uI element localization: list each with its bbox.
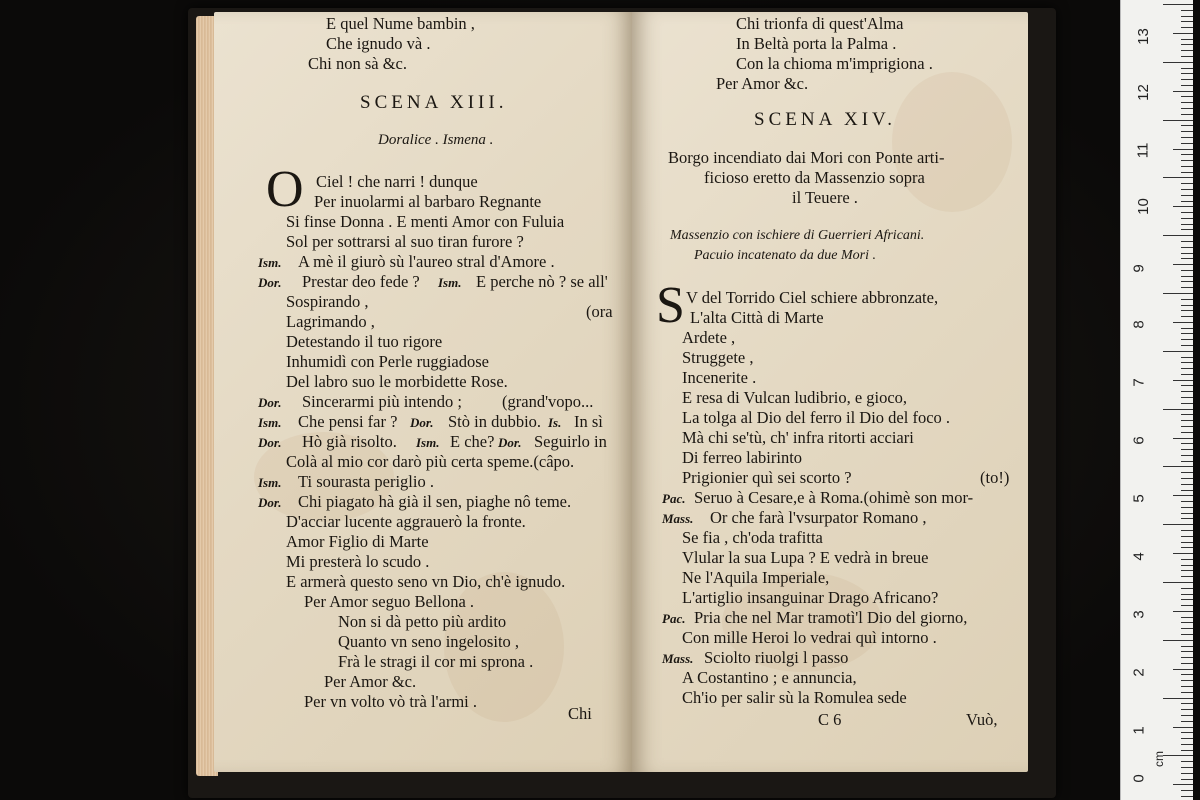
measuring-ruler [1120,0,1193,800]
drop-cap: S [656,277,685,334]
ruler-tick [1181,403,1193,404]
ruler-tick [1181,374,1193,375]
verse-line: D'acciar lucente aggrauerò la fronte. [286,512,526,531]
ruler-tick [1181,281,1193,282]
ruler-tick [1181,160,1193,161]
ruler-tick [1181,588,1193,589]
verse-line: Che ignudo và . [326,34,431,53]
left-page [214,12,632,772]
verse-line: Di ferreo labirinto [682,448,803,467]
ruler-tick [1173,553,1193,554]
ruler-tick [1163,62,1193,63]
verse-line: Hò già risolto. [302,432,397,451]
ruler-tick [1173,264,1193,265]
ruler-tick [1181,189,1193,190]
ruler-tick [1181,305,1193,306]
ruler-tick [1181,201,1193,202]
ruler-tick [1181,657,1193,658]
ruler-tick [1181,738,1193,739]
ruler-tick [1181,530,1193,531]
verse-line: La tolga al Dio del ferro il Dio del foco . [682,408,951,427]
verse-line: Del labro suo le morbidette Rose. [286,372,508,391]
ruler-number: 0 [1130,774,1148,783]
verse-line: Prigionier quì sei scorto ? [682,468,852,487]
ruler-tick [1181,547,1193,548]
characters-line: Massenzio con ischiere di Guerrieri Africani. [670,228,925,243]
ruler-tick [1181,646,1193,647]
ruler-unit: cm [1152,751,1166,767]
ruler-tick [1181,449,1193,450]
ruler-number: 13 [1134,28,1152,45]
drop-cap: O [266,161,304,218]
verse-fragment: (to!) [980,468,1010,487]
ruler-tick [1181,773,1193,774]
signature-mark: C 6 [818,710,842,729]
ruler-tick [1181,276,1193,277]
ruler-tick [1181,513,1193,514]
ruler-tick [1181,651,1193,652]
speaker-ism: Ism. [438,275,462,290]
verse-line: Che pensi far ? [298,412,398,431]
ruler-tick [1181,299,1193,300]
ruler-tick [1181,686,1193,687]
ruler-tick [1181,183,1193,184]
verse-line: Frà le stragi il cor mi sprona . [338,652,534,671]
verse-line: In Beltà porta la Palma . [736,34,897,53]
verse-fragment: (ora [586,302,613,321]
speaker-ism: Ism. [258,255,282,270]
ruler-tick [1181,27,1193,28]
ruler-tick [1181,478,1193,479]
ruler-number: 4 [1130,552,1148,561]
ruler-tick [1181,617,1193,618]
ruler-number: 12 [1134,84,1152,101]
ruler-number: 8 [1130,320,1148,329]
verse-line: Inhumidì con Perle ruggiadose [286,352,489,371]
ruler-tick [1181,39,1193,40]
ruler-tick [1181,224,1193,225]
ruler-tick [1181,73,1193,74]
verse-line: E armerà questo seno vn Dio, ch'è ignudo. [286,572,566,591]
ruler-tick [1181,518,1193,519]
ruler-tick [1181,339,1193,340]
verse-line: Quanto vn seno ingelosito , [338,632,520,651]
ruler-tick [1181,732,1193,733]
ruler-tick [1181,345,1193,346]
verse-line: Ardete , [682,328,736,347]
verse-line: A mè il giurò sù l'aureo stral d'Amore . [298,252,555,271]
right-page [632,12,1028,772]
ruler-tick [1181,310,1193,311]
ruler-tick [1173,611,1193,612]
ruler-number: 5 [1130,494,1148,503]
verse-line: V del Torrido Ciel schiere abbronzate, [686,288,939,307]
ruler-tick [1181,10,1193,11]
verse-line: Se fia , ch'oda trafitta [682,528,823,547]
verse-line: Per inuolarmi al barbaro Regnante [314,192,542,211]
characters-line: Doralice . Ismena . [378,132,494,148]
ruler-tick [1181,50,1193,51]
verse-line: E che? [450,432,495,451]
verse-line: Sincerarmi più intendo ; [302,392,462,411]
ruler-tick [1181,750,1193,751]
ruler-tick [1173,784,1193,785]
verse-line: Sospirando , [286,292,369,311]
ruler-tick [1181,368,1193,369]
ruler-tick [1181,680,1193,681]
ruler-tick [1163,293,1193,294]
ruler-tick [1181,102,1193,103]
speaker-dor: Dor. [498,435,522,450]
ruler-tick [1181,790,1193,791]
speaker-pac: Pac. [662,611,686,626]
ruler-tick [1181,316,1193,317]
ruler-tick [1173,322,1193,323]
verse-fragment: In sì [574,412,603,431]
ruler-tick [1181,426,1193,427]
ruler-tick [1181,501,1193,502]
verse-line: Stò in dubbio. [448,412,542,431]
speaker-dor: Dor. [258,435,282,450]
scene-heading: SCENA XIV. [754,109,897,130]
ruler-tick [1173,149,1193,150]
verse-line: Con mille Heroi lo vedrai quì intorno . [682,628,937,647]
ruler-tick [1181,172,1193,173]
verse-line: L'alta Città di Marte [690,308,824,327]
verse-line: Ti sourasta periglio . [298,472,434,491]
ruler-tick [1181,241,1193,242]
ruler-tick [1181,559,1193,560]
ruler-tick [1181,108,1193,109]
verse-line: Mi presterà lo scudo . [286,552,430,571]
speaker-is: Is. [548,415,562,430]
verse-line: Per Amor seguo Bellona . [304,592,475,611]
ruler-tick [1181,796,1193,797]
ruler-tick [1181,114,1193,115]
speaker-dor: Dor. [258,395,282,410]
ruler-tick [1181,68,1193,69]
speaker-dor: Dor. [410,415,434,430]
ruler-tick [1181,166,1193,167]
ruler-tick [1173,669,1193,670]
ruler-tick [1163,351,1193,352]
ruler-number: 7 [1130,378,1148,387]
ruler-tick [1181,761,1193,762]
ruler-number: 9 [1130,264,1148,273]
ruler-tick [1163,755,1193,756]
ruler-number: 2 [1130,668,1148,677]
ruler-tick [1181,253,1193,254]
ruler-tick [1181,391,1193,392]
stage-direction: Borgo incendiato dai Mori con Ponte arti- [668,148,945,167]
ruler-tick [1181,154,1193,155]
ruler-tick [1181,455,1193,456]
speaker-ism: Ism. [258,415,282,430]
verse-line: Struggete , [682,348,754,367]
verse-line: Si finse Donna . E menti Amor con Fuluia [286,212,565,231]
ruler-tick [1181,270,1193,271]
ruler-tick [1181,362,1193,363]
ruler-tick [1181,692,1193,693]
verse-fragment: Seguirlo in [534,432,607,451]
ruler-tick [1181,385,1193,386]
verse-line: Ch'io per salir sù la Romulea sede [682,688,907,707]
ruler-number: 10 [1134,198,1152,215]
ruler-tick [1163,177,1193,178]
ruler-number: 6 [1130,436,1148,445]
verse-line: Seruo à Cesare,e à Roma.(ohimè son mor- [694,488,974,507]
characters-line: Pacuio incatenato da due Mori . [694,248,876,263]
ruler-tick [1181,570,1193,571]
ruler-tick [1163,4,1193,5]
ruler-tick [1181,16,1193,17]
speaker-ism: Ism. [258,475,282,490]
speaker-mass: Mass. [662,511,694,526]
ruler-number: 1 [1130,726,1148,735]
ruler-number: 11 [1134,142,1152,159]
verse-line: Colà al mio cor darò più certa speme.(câpo. [286,452,575,471]
verse-line: E quel Nume bambin , [326,14,475,33]
ruler-tick [1163,466,1193,467]
ruler-tick [1181,96,1193,97]
ruler-tick [1181,397,1193,398]
ruler-tick [1181,258,1193,259]
verse-line: Ciel ! che narri ! dunque [316,172,478,191]
catchword: Chi [568,704,592,723]
ruler-tick [1181,137,1193,138]
ruler-tick [1181,44,1193,45]
ruler-tick [1181,287,1193,288]
ruler-tick [1181,721,1193,722]
verse-line: Pria che nel Mar tramotì'l Dio del giorno, [694,608,968,627]
ruler-tick [1181,333,1193,334]
ruler-tick [1181,634,1193,635]
ruler-tick [1163,582,1193,583]
ruler-tick [1181,484,1193,485]
ruler-tick [1181,79,1193,80]
catchword: Vuò, [966,710,998,729]
ruler-tick [1181,472,1193,473]
verse-line: Chi trionfa di quest'Alma [736,14,904,33]
ruler-tick [1173,206,1193,207]
ruler-tick [1181,779,1193,780]
verse-line: Con la chioma m'imprigiona . [736,54,933,73]
ruler-tick [1181,628,1193,629]
speaker-dor: Dor. [258,275,282,290]
ruler-tick [1181,709,1193,710]
ruler-tick [1181,507,1193,508]
verse-line: Non si dà petto più ardito [338,612,507,631]
ruler-tick [1173,495,1193,496]
verse-line: E resa di Vulcan ludibrio, e gioco, [682,388,908,407]
ruler-tick [1163,120,1193,121]
ruler-tick [1181,599,1193,600]
ruler-tick [1173,33,1193,34]
ruler-tick [1173,727,1193,728]
ruler-tick [1181,125,1193,126]
ruler-tick [1181,605,1193,606]
verse-line: Per Amor &c. [324,672,417,691]
verse-fragment: (grand'vopo... [502,392,594,411]
ruler-tick [1181,143,1193,144]
ruler-tick [1173,380,1193,381]
ruler-tick [1181,247,1193,248]
scene-heading: SCENA XIII. [360,92,508,113]
speaker-ism: Ism. [416,435,440,450]
ruler-tick [1181,576,1193,577]
ruler-tick [1163,524,1193,525]
ruler-tick [1181,56,1193,57]
verse-line: Or che farà l'vsurpator Romano , [710,508,927,527]
verse-line: L'artiglio insanguinar Drago Africano? [682,588,939,607]
verse-line: Chi non sà &c. [308,54,407,73]
verse-line: Sol per sottrarsi al suo tiran furore ? [286,232,524,251]
ruler-tick [1163,698,1193,699]
ruler-tick [1181,328,1193,329]
ruler-tick [1181,218,1193,219]
ruler-tick [1181,357,1193,358]
ruler-tick [1163,235,1193,236]
ruler-tick [1181,420,1193,421]
ruler-tick [1181,443,1193,444]
ruler-tick [1181,490,1193,491]
verse-line: Detestando il tuo rigore [286,332,443,351]
verse-line: Prestar deo fede ? [302,272,420,291]
stage-direction: il Teuere . [792,188,858,207]
verse-line: A Costantino ; e annuncia, [682,668,857,687]
ruler-tick [1181,21,1193,22]
ruler-tick [1163,409,1193,410]
ruler-tick [1173,438,1193,439]
verse-line: Mà chi se'tù, ch' infra ritorti acciari [682,428,914,447]
ruler-tick [1181,663,1193,664]
speaker-dor: Dor. [258,495,282,510]
verse-line: Ne l'Aquila Imperiale, [682,568,830,587]
ruler-tick [1181,565,1193,566]
ruler-tick [1181,212,1193,213]
verse-line: Amor Figlio di Marte [286,532,429,551]
ruler-tick [1181,715,1193,716]
stage-direction: ficioso eretto da Massenzio sopra [704,168,925,187]
ruler-number: 3 [1130,610,1148,619]
ruler-tick [1181,229,1193,230]
ruler-tick [1181,536,1193,537]
ruler-tick [1181,674,1193,675]
verse-line: Incenerite . [682,368,757,387]
ruler-tick [1163,640,1193,641]
ruler-tick [1181,767,1193,768]
ruler-tick [1181,195,1193,196]
ruler-tick [1173,91,1193,92]
ruler-tick [1181,461,1193,462]
ruler-tick [1181,622,1193,623]
ruler-tick [1181,85,1193,86]
ruler-tick [1181,131,1193,132]
verse-line: Per Amor &c. [716,74,809,93]
verse-line: Sciolto riuolgi l passo [704,648,849,667]
verse-line: Per vn volto vò trà l'armi . [304,692,477,711]
verse-line: Chi piagato hà già il sen, piaghe nô teme. [298,492,572,511]
ruler-tick [1181,594,1193,595]
speaker-pac: Pac. [662,491,686,506]
speaker-mass: Mass. [662,651,694,666]
verse-line: Lagrimando , [286,312,375,331]
ruler-tick [1181,703,1193,704]
ruler-tick [1181,744,1193,745]
ruler-tick [1181,432,1193,433]
verse-line: E perche nò ? se all' [476,272,608,291]
verse-line: Vlular la sua Lupa ? E vedrà in breue [682,548,929,567]
ruler-tick [1181,414,1193,415]
ruler-tick [1181,542,1193,543]
